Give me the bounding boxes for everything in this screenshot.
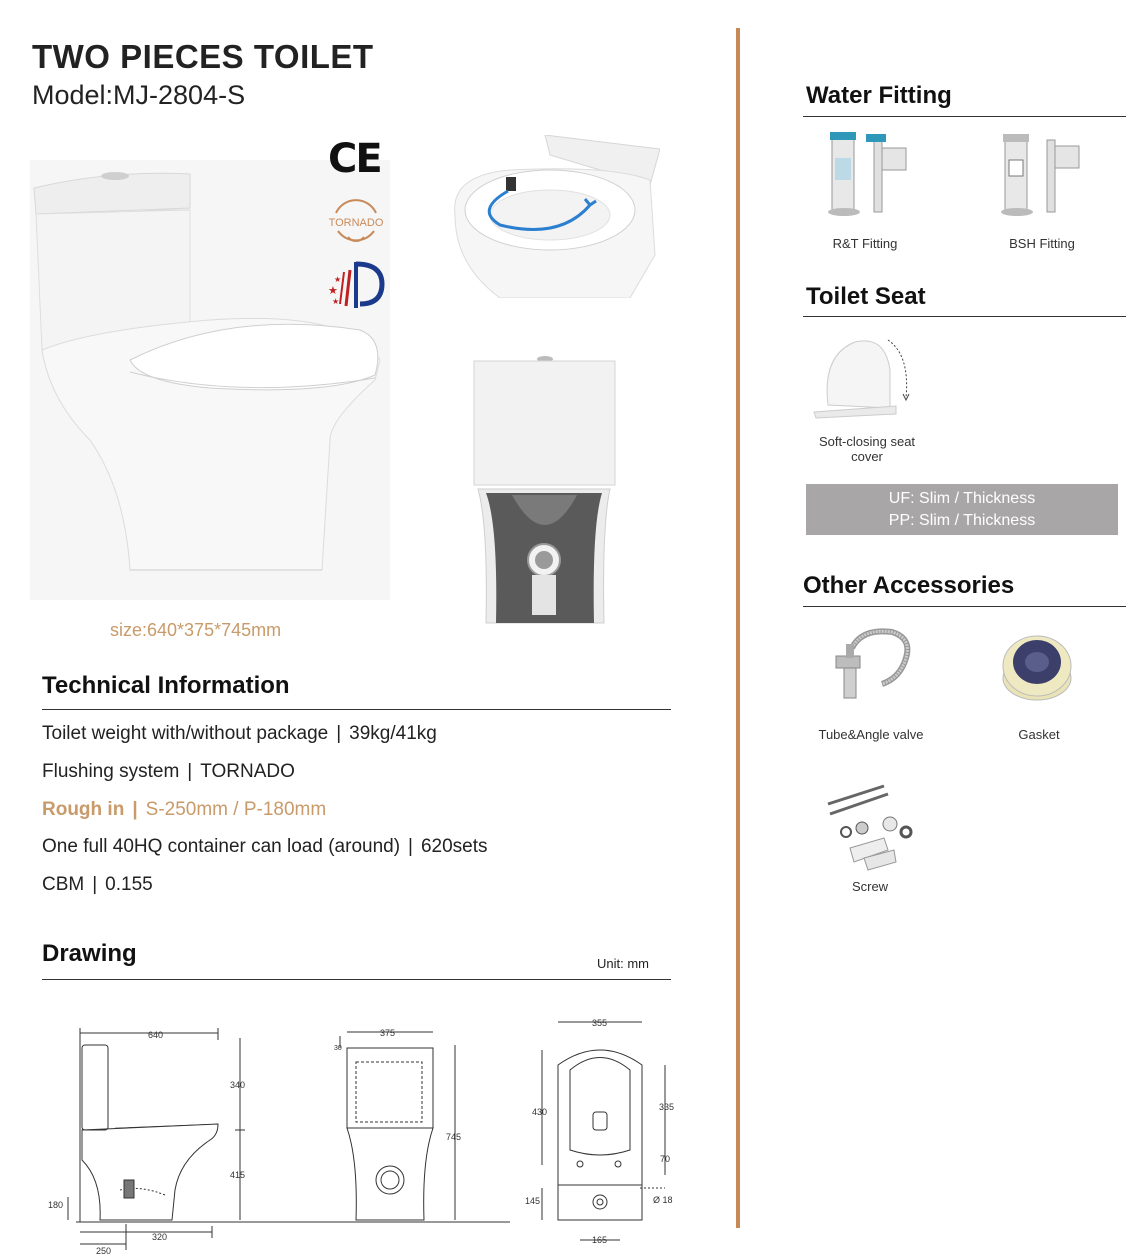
drawing-unit: Unit: mm: [597, 956, 649, 971]
dim-top-height: 430: [532, 1107, 548, 1117]
tech-row-weight: [42, 723, 437, 745]
svg-text:★: ★: [332, 297, 340, 306]
tech-label: Toilet weight with/without package: [42, 723, 329, 744]
toilet-seat-heading: Toilet Seat: [806, 283, 926, 310]
drawing-rule: [42, 979, 671, 980]
dim-front-width: 375: [380, 1028, 396, 1038]
gasket-image: [1000, 622, 1074, 706]
screw-image: [824, 778, 920, 874]
tech-value: 39kg/41kg: [349, 723, 437, 744]
dim-top-r3: Ø 18: [653, 1195, 673, 1205]
tech-separator: |: [336, 723, 342, 744]
toilet-seat-rule: [803, 316, 1126, 317]
soft-close-seat-caption: Soft-closing seat cover: [818, 434, 916, 464]
tech-separator: |: [132, 799, 138, 820]
technical-rule: [42, 709, 671, 710]
drawing-heading: Drawing: [42, 940, 137, 967]
column-divider: [736, 28, 740, 1228]
water-fitting-heading: Water Fitting: [806, 82, 952, 109]
dim-side-h2: 415: [230, 1170, 246, 1180]
seat-option-uf: UF: Slim / Thickness: [888, 490, 1036, 507]
ce-mark: CE: [328, 136, 381, 182]
tech-label: One full 40HQ container can load (around): [42, 836, 401, 857]
toilet-back-image: [472, 355, 617, 625]
tornado-logo: [326, 193, 386, 249]
svg-text:★: ★: [334, 275, 342, 284]
seat-options-box: [806, 484, 1118, 535]
svg-text:★: ★: [328, 285, 338, 297]
dim-side-b1: 320: [152, 1232, 168, 1242]
dim-side-rough: 180: [48, 1200, 64, 1210]
bowl-flush-image: [450, 135, 660, 298]
tech-value: TORNADO: [200, 761, 295, 782]
accessories-rule: [803, 606, 1126, 607]
tech-label: CBM: [42, 874, 85, 895]
gasket-caption: Gasket: [1018, 727, 1060, 742]
dim-top-r1: 335: [659, 1102, 675, 1112]
technical-heading: Technical Information: [42, 672, 290, 699]
model-number: Model:MJ-2804-S: [32, 80, 246, 110]
tech-label: Rough in: [42, 799, 125, 820]
bsh-fitting-image: [995, 128, 1087, 220]
seat-option-pp: PP: Slim / Thickness: [888, 512, 1036, 529]
dim-top-b: 145: [525, 1196, 541, 1206]
accessories-heading: Other Accessories: [803, 572, 1015, 599]
tech-separator: |: [92, 874, 98, 895]
water-fitting-rule: [803, 116, 1126, 117]
tech-value: S-250mm / P-180mm: [145, 799, 327, 820]
svg-text:TORNADO: TORNADO: [328, 217, 384, 229]
tech-label: Flushing system: [42, 761, 180, 782]
dim-top-r2: 70: [660, 1154, 671, 1164]
tube-angle-valve-caption: Tube&Angle valve: [818, 727, 924, 742]
tech-separator: |: [187, 761, 193, 782]
rt-fitting-image: [822, 128, 914, 220]
tech-row-rough-in: [42, 799, 326, 821]
tech-row-cbm: [42, 874, 153, 896]
tube-angle-valve-image: [822, 618, 918, 714]
dim-side-b2: 250: [96, 1246, 112, 1255]
screw-caption: Screw: [851, 879, 889, 894]
page-title: TWO PIECES TOILET: [32, 38, 374, 75]
tech-value: 620sets: [420, 836, 488, 857]
tech-separator: |: [408, 836, 413, 857]
soft-close-seat-image: [810, 330, 920, 420]
dim-side-h1: 340: [230, 1080, 246, 1090]
dim-top-width: 355: [592, 1018, 608, 1028]
dim-front-height: 745: [446, 1132, 462, 1142]
tech-row-container: [42, 836, 488, 858]
dim-side-width: 640: [148, 1030, 164, 1040]
dim-front-top: 30: [334, 1045, 342, 1052]
rt-fitting-caption: R&T Fitting: [832, 236, 898, 251]
bsh-fitting-caption: BSH Fitting: [1009, 236, 1075, 251]
tech-value: 0.155: [105, 874, 153, 895]
star-flag-logo: [320, 258, 390, 310]
dim-top-bw: 165: [592, 1235, 608, 1245]
tech-row-flushing: [42, 761, 295, 783]
technical-drawing: [40, 1010, 690, 1255]
size-text: size:640*375*745mm: [110, 620, 282, 640]
